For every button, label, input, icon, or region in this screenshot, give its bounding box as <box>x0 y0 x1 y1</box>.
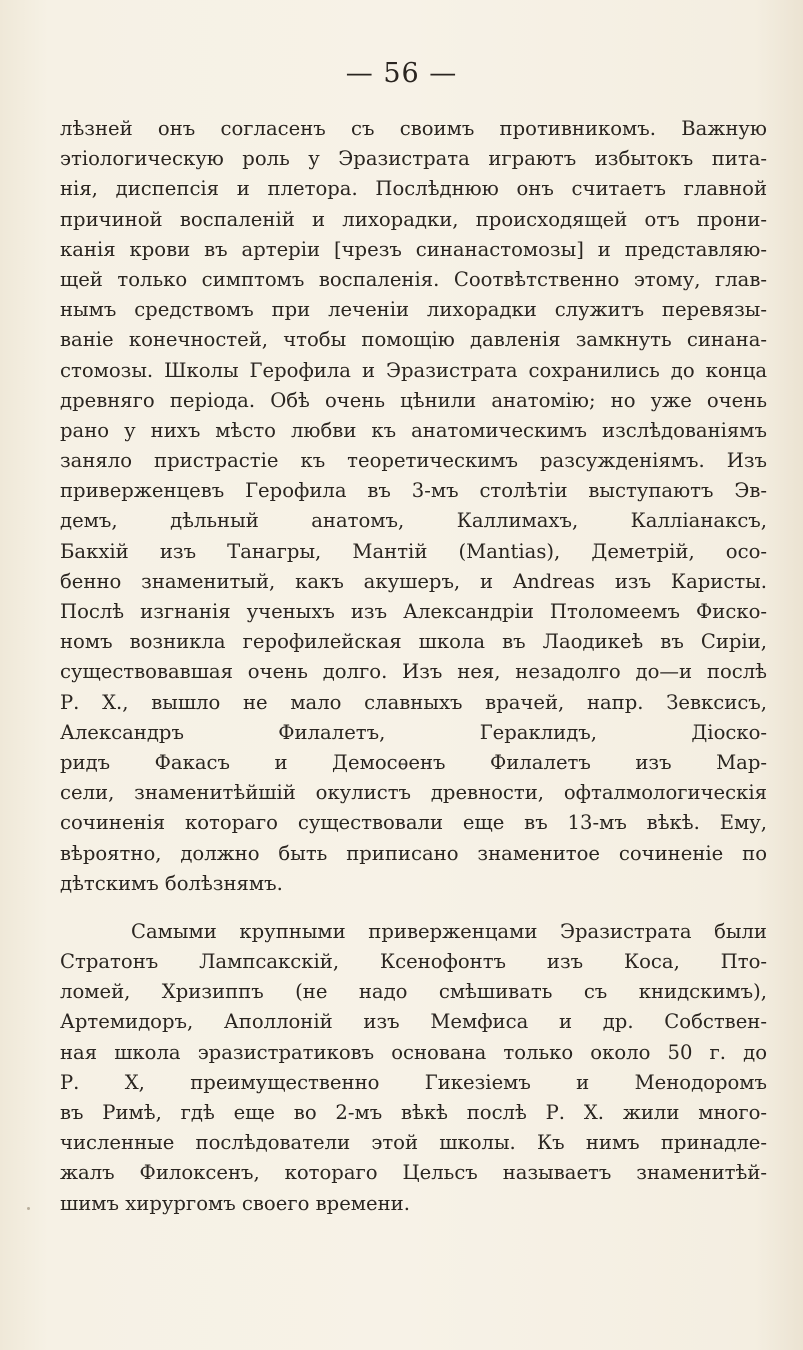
body-text <box>60 114 767 1219</box>
text-line: дѣтскимъ болѣзнямъ. <box>60 871 283 895</box>
page-number: — 56 — <box>345 58 458 89</box>
text-line: лѣзней онъ согласенъ съ своимъ противникомъ. Важную <box>60 117 767 140</box>
text-line: нымъ средствомъ при леченіи лихорадки служитъ перевязы- <box>60 298 767 322</box>
text-line: Стратонъ Лампсакскій, Ксенофонтъ изъ Коса, Пто- <box>60 950 767 974</box>
text-line: Р. Х, преимущественно Гикезіемъ и Менодоромъ <box>60 1070 767 1094</box>
text-line: Артемидоръ, Аполлоній изъ Мемфиса и др. Собствен- <box>60 1010 767 1034</box>
text-line: Александръ Филалетъ, Гераклидъ, Діоско- <box>60 720 767 744</box>
text-line: численные послѣдователи этой школы. Къ нимъ принадле- <box>60 1131 767 1155</box>
text-line: нія, диспепсія и плетора. Послѣднюю онъ считаетъ главной <box>60 177 767 201</box>
text-line: ридъ Факасъ и Демосѳенъ Филалетъ изъ Мар- <box>60 750 767 774</box>
paper-speck <box>27 1207 30 1210</box>
text-line: ная школа эразистратиковъ основана только около 50 г. до <box>60 1040 767 1064</box>
text-line: причиной воспаленій и лихорадки, происходящей отъ прони- <box>60 207 767 231</box>
text-line: Р. Х., вышло не мало славныхъ врачей, напр. Зевксисъ, <box>60 690 767 714</box>
text-line: демъ, дѣльный анатомъ, Каллимахъ, Калліанаксъ, <box>60 509 767 533</box>
text-line: ваніе конечностей, чтобы помощію давленія замкнуть синана- <box>60 328 767 352</box>
paragraph-1 <box>60 114 767 899</box>
text-line: бенно знаменитый, какъ акушеръ, и Andreas изъ Каристы. <box>60 569 767 593</box>
text-line: сочиненія котораго существовали еще въ 13-мъ вѣкѣ. Ему, <box>60 811 767 835</box>
text-line: Самыми крупными приверженцами Эразистрата были <box>131 919 767 943</box>
text-line: Бакхій изъ Танагры, Мантій (Mantias), Деметрій, осо- <box>60 539 767 563</box>
text-line: заняло пристрастіе къ теоретическимъ разсужденіямъ. Изъ <box>60 449 767 473</box>
text-line: этіологическую роль у Эразистрата играютъ избытокъ пита- <box>60 147 767 171</box>
text-line: номъ возникла герофилейская школа въ Лаодикеѣ въ Сиріи, <box>60 630 767 654</box>
text-line: рано у нихъ мѣсто любви къ анатомическимъ изслѣдованіямъ <box>60 418 767 442</box>
text-line: сели, знаменитѣйшій окулистъ древности, офталмологическія <box>60 781 767 805</box>
paragraph-gap <box>60 899 767 917</box>
text-line: существовавшая очень долго. Изъ нея, незадолго до—и послѣ <box>60 660 767 684</box>
text-line: въ Римѣ, гдѣ еще во 2-мъ вѣкѣ послѣ Р. Х. жили много- <box>60 1101 767 1124</box>
text-line: Послѣ изгнанія ученыхъ изъ Александріи Птоломеемъ Фиско- <box>60 600 767 623</box>
text-line: вѣроятно, должно быть приписано знаменитое сочиненіе по <box>60 841 767 865</box>
text-line: жалъ Филоксенъ, котораго Цельсъ называетъ знаменитѣй- <box>60 1161 767 1185</box>
text-line: канія крови въ артеріи [чрезъ синанастомозы] и представляю- <box>60 237 767 261</box>
text-line: приверженцевъ Герофила въ 3-мъ столѣтіи выступаютъ Эв- <box>60 479 767 503</box>
text-line: ломей, Хризиппъ (не надо смѣшивать съ книдскимъ), <box>60 980 767 1004</box>
text-line: шимъ хирургомъ своего времени. <box>60 1191 410 1215</box>
text-line: щей только симптомъ воспаленія. Соотвѣтственно этому, глав- <box>60 267 767 291</box>
text-line: стомозы. Школы Герофила и Эразистрата сохранились до конца <box>60 358 767 382</box>
text-line: древняго періода. Обѣ очень цѣнили анатомію; но уже очень <box>60 388 767 412</box>
paragraph-2 <box>60 917 767 1219</box>
